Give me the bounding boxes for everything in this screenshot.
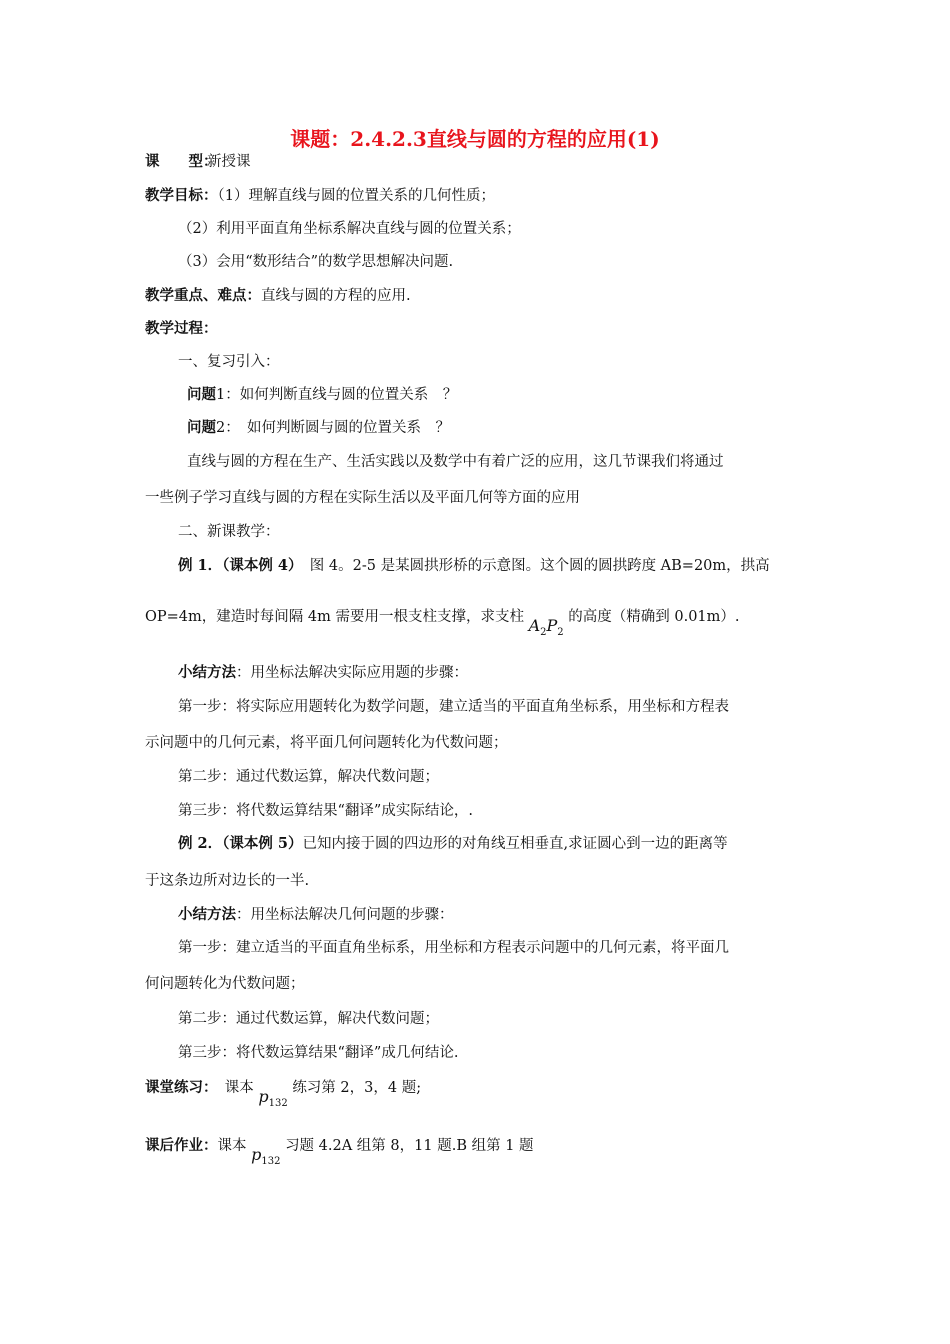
question-1-label: 问题 bbox=[187, 386, 216, 403]
math-p-sub: 2 bbox=[557, 627, 564, 639]
question-1-text: 1：如何判断直线与圆的位置关系 ？ bbox=[216, 387, 458, 403]
homework-label: 课后作业： bbox=[145, 1137, 218, 1154]
homework-text-a: 课本 bbox=[217, 1138, 247, 1154]
course-type-value: 新授课 bbox=[207, 154, 251, 170]
course-type-label: 课 型： bbox=[145, 153, 218, 170]
objectives-label: 教学目标： bbox=[145, 187, 218, 204]
objective-item-2: （2）利用平面直角坐标系解决直线与圆的位置关系； bbox=[178, 221, 521, 237]
objective-item-1: （1）理解直线与圆的位置关系的几何性质； bbox=[217, 188, 495, 204]
example-2-text-1: 已知内接于圆的四边形的对角线互相垂直,求证圆心到一边的距离等 bbox=[302, 836, 728, 852]
homework-math-sub: 132 bbox=[261, 1156, 281, 1168]
s1-step3: 第三步：将代数运算结果“翻译”成实际结论，. bbox=[178, 803, 473, 819]
example-1-text-2a: OP=4m，建造时每间隔 4m 需要用一根支柱支撑，求支柱 bbox=[145, 609, 524, 625]
question-2 bbox=[187, 418, 852, 438]
course-type-line bbox=[145, 152, 810, 172]
homework-math-p: p bbox=[251, 1145, 262, 1164]
math-p: P bbox=[546, 616, 558, 635]
practice-math-p: p bbox=[258, 1087, 269, 1106]
s2-step2: 第二步：通过代数运算，解决代数问题； bbox=[178, 1011, 439, 1027]
example-2-line-2: 于这条边所对边长的一半. bbox=[145, 873, 310, 889]
summary-2-text: ：用坐标法解决几何问题的步骤： bbox=[236, 907, 454, 923]
s2-step3: 第三步：将代数运算结果“翻译”成几何结论. bbox=[178, 1045, 459, 1061]
objectives-line bbox=[145, 186, 810, 206]
example-1-text-2b: 的高度（精确到 0.01m）. bbox=[568, 609, 740, 625]
homework-line bbox=[145, 1135, 810, 1168]
objective-item-3: （3）会用“数形结合”的数学思想解决问题. bbox=[178, 254, 454, 270]
key-points-value: 直线与圆的方程的应用. bbox=[261, 288, 411, 304]
homework-text-b: 习题 4.2A 组第 8，11 题.B 组第 1 题 bbox=[285, 1138, 534, 1154]
question-1 bbox=[187, 385, 852, 405]
section2-heading: 二、新课教学： bbox=[178, 524, 280, 540]
math-a: A bbox=[528, 616, 541, 635]
example-1-text-1: 图 4。2-5 是某圆拱形桥的示意图。这个圆的圆拱跨度 AB=20m，拱高 bbox=[295, 558, 770, 574]
practice-math-sub: 132 bbox=[268, 1098, 288, 1110]
s2-step1-line-1: 第一步：建立适当的平面直角坐标系，用坐标和方程表示问题中的几何元素，将平面几 bbox=[178, 940, 729, 956]
question-2-label: 问题 bbox=[187, 419, 216, 436]
summary-1-line bbox=[178, 663, 843, 683]
question-2-text: 2： 如何判断圆与圆的位置关系 ？ bbox=[216, 420, 450, 436]
summary-1-text: ：用坐标法解决实际应用题的步骤： bbox=[236, 665, 468, 681]
process-label bbox=[145, 319, 810, 339]
s1-step1-line-2: 示问题中的几何元素，将平面几何问题转化为代数问题； bbox=[145, 735, 508, 751]
practice-label: 课堂练习： bbox=[145, 1079, 211, 1096]
section1-heading: 一、复习引入： bbox=[178, 354, 280, 370]
practice-text-b: 练习第 2，3，4 题; bbox=[292, 1080, 422, 1096]
homework-page-math bbox=[251, 1145, 281, 1168]
s2-step1-line-2: 何问题转化为代数问题； bbox=[145, 976, 305, 992]
example-1-line-2 bbox=[145, 606, 810, 639]
practice-line bbox=[145, 1077, 810, 1110]
example-1-line-1 bbox=[178, 556, 843, 576]
process-label-text: 教学过程： bbox=[145, 320, 218, 337]
practice-page-math bbox=[258, 1087, 288, 1110]
summary-2-label: 小结方法 bbox=[178, 906, 236, 923]
example-1-label: 例 1．（课本例 4） bbox=[178, 557, 296, 574]
s1-step2: 第二步：通过代数运算，解决代数问题； bbox=[178, 769, 439, 785]
math-a-sub: 2 bbox=[540, 627, 547, 639]
s1-step1-line-1: 第一步：将实际应用题转化为数学问题，建立适当的平面直角坐标系，用坐标和方程表 bbox=[178, 699, 729, 715]
pillar-a2p2-math bbox=[528, 616, 564, 639]
practice-text-a: 课本 bbox=[210, 1080, 254, 1096]
lesson-title: 课题：2.4.2.3直线与圆的方程的应用(1) bbox=[290, 127, 660, 151]
intro-paragraph-line-1: 直线与圆的方程在生产、生活实践以及数学中有着广泛的应用，这几节课我们将通过 bbox=[187, 454, 724, 470]
example-2-line-1 bbox=[178, 834, 843, 854]
summary-1-label: 小结方法 bbox=[178, 664, 236, 681]
key-points-label: 教学重点、难点： bbox=[145, 287, 261, 304]
example-2-label: 例 2．（课本例 5） bbox=[178, 835, 303, 852]
intro-paragraph-line-2: 一些例子学习直线与圆的方程在实际生活以及平面几何等方面的应用 bbox=[145, 490, 580, 506]
key-points-line bbox=[145, 286, 810, 306]
summary-2-line bbox=[178, 905, 843, 925]
